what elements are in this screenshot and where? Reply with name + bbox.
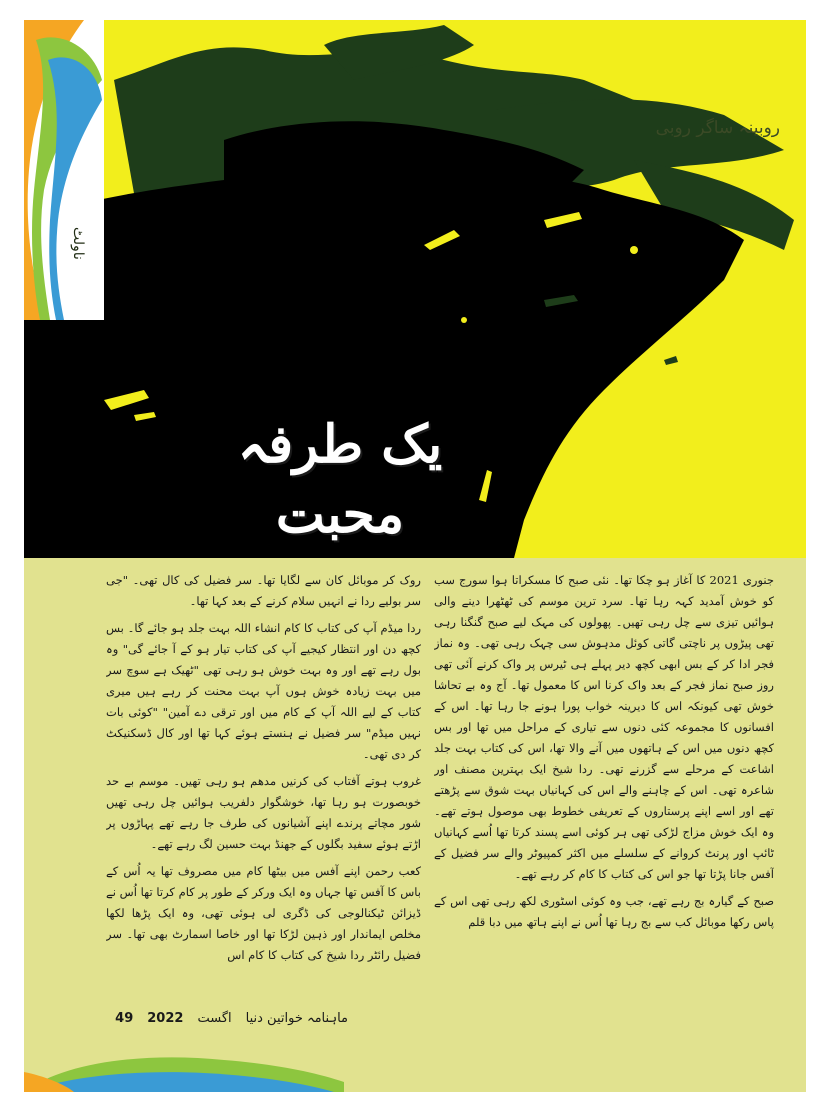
- issue-year: 2022: [147, 1010, 184, 1026]
- author-name: روبینہ ساگر روبی: [655, 118, 780, 138]
- page-number: 49: [115, 1010, 134, 1026]
- issue-month: اگست: [197, 1010, 232, 1026]
- article-column-right: [434, 570, 774, 1030]
- page-footer: [78, 1005, 348, 1031]
- article-column-left: [106, 570, 421, 1008]
- paragraph: کعب رحمن اپنے آفس میں بیٹھا کام میں مصروف تھا یہ اُس کے باس کا آفس تھا جہاں وہ ایک ورکر کے طور پر کام کرتا تھا اُس نے ڈیزائن ٹیکنالوجی کی ڈگری لی ہوئی تھی، وہ ایک پڑھا لکھا مخلص ایماندار اور ذہین لڑکا تھا اور خاصا اسمارٹ بھی تھا۔ سر فضیل رائٹر ردا شیخ کی کتاب کا کام اس: [106, 864, 421, 962]
- paragraph: جنوری 2021 کا آغاز ہو چکا تھا۔ نئی صبح کا مسکراتا ہوا سورج سب کو خوش آمدید کہہ رہا تھا۔ سرد ترین موسم کی ٹھٹھرا دینے والی ہوائیں تیزی سے چل رہی تھیں۔ پھولوں کی مہک لیے صبح گنگنا رہی تھی پیڑوں پر ناچتی گاتی کوئل مدہوش سی چہک رہی تھی۔ وہ نماز فجر ادا کر کے بس ابھی کچھ دیر پہلے ہی ٹیرس پر واک کرنے آئی تھی روز صبح نماز فجر کے بعد واک کرنا اس کا معمول تھا۔ آج وہ بے تحاشا خوش تھی کیونکہ اس کا دیرینہ خواب پورا ہونے جا رہا تھا۔ اس کے افسانوں کا مجموعہ کئی دنوں سے تیاری کے مراحل میں تھا اور بس کچھ دنوں میں اس کے ہاتھوں میں آنے والا تھا، اس کی کتاب بہت جلد اشاعت کے مرحلے سے گزرنے تھی۔ ردا شیخ ایک بہترین مصنف اور شاعرہ تھی۔ اس کے چاہنے والے اس کی کہانیاں بہت شوق سے پڑھتے تھے اور اسے اپنے پرستاروں کے تعریفی خطوط بھی موصول ہوتے تھے۔ وہ ایک خوش مزاج لڑکی تھی ہر کوئی اسے پسند کرتا تھا اُسے کہانیاں ٹائپ اور پرنٹ کروانے کے سلسلے میں اکثر کمپیوٹر والے سر فضیل کے آفس جانا پڑتا تھا جو اس کی کتاب کا کام کر رہے تھے۔: [434, 573, 774, 881]
- paragraph: صبح کے گیارہ بج رہے تھے، جب وہ کوئی اسٹوری لکھ رہی تھی اس کے پاس رکھا موبائل کب سے بج رہا تھا اُس نے اپنے ہاتھ میں دبا قلم: [434, 894, 774, 929]
- genre-label: ناولٹ: [70, 226, 86, 260]
- bottom-leaf-decoration: [24, 1032, 344, 1092]
- leaf-decoration: [24, 20, 104, 320]
- paragraph: ردا میڈم آپ کی کتاب کا کام انشاء اللہ بہت جلد ہو جائے گا۔ بس کچھ دن اور انتظار کیجیے آپ کی کتاب تیار ہو کے آ جائے گی" وہ بول رہے تھے اور وہ بہت خوش ہو رہی تھی "ٹھیک ہے سوچ سر میں بہت زیادہ خوش ہوں آپ بہت محنت کر رہے ہیں میری کتاب کے لیے اللہ آپ کے کام میں اور ترقی دے آمین" "کوئی بات نہیں میڈم" سر فضیل نے ہنستے ہوئے کہا تھا اور کال ڈسکنیکٹ کر دی تھی۔: [106, 621, 421, 761]
- paragraph: غروب ہوتے آفتاب کی کرنیں مدھم ہو رہی تھیں۔ موسم بے حد خوبصورت ہو رہا تھا، خوشگوار دلفریب ہوائیں چل رہی تھیں شور مچاتے پرندے اپنے آشیانوں کی طرف جا رہے تھے پہاڑوں پر اڑتے ہوئے سفید بگلوں کے جھنڈ بہت حسین لگ رہے تھے۔: [106, 774, 421, 851]
- magazine-name: ماہنامہ خواتین دنیا: [245, 1010, 348, 1026]
- story-title: یک طرفہ محبت: [237, 414, 443, 545]
- paragraph: روک کر موبائل کان سے لگایا تھا۔ سر فضیل کی کال تھی۔ "جی سر بولیے ردا نے انہیں سلام کرنے کے بعد کہا تھا۔: [106, 573, 421, 608]
